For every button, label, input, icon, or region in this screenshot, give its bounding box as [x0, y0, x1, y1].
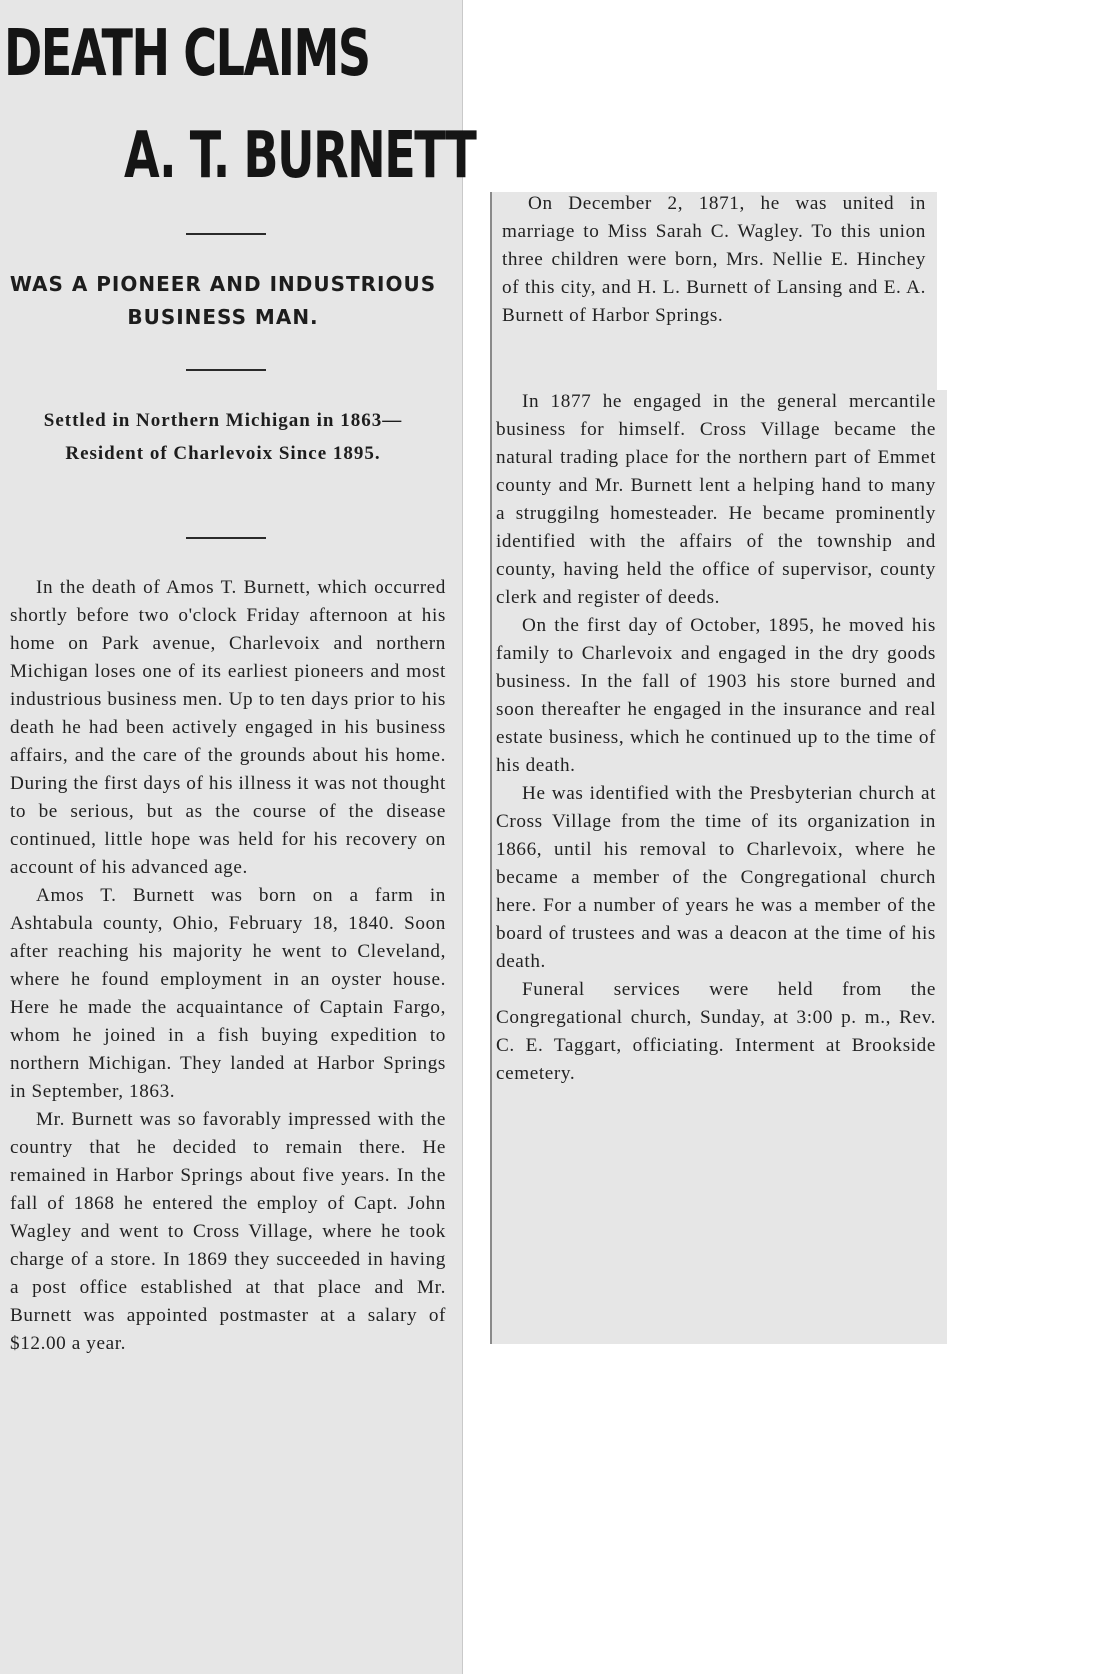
article-column-1 — [0, 0, 476, 1674]
paragraph: In the death of Amos T. Burnett, which occurred shortly before two o'clock Friday afternoon at his home on Park avenue, Charlevoix and northern Michigan loses one of its earliest pioneers and most industrious business men. Up to ten days prior to his death he had been actively engaged in his business affairs, and the care of the grounds about his home. During the first days of his illness it was not thought to be serious, but as the course of the disease continued, little hope was held for his recovery on account of his advanced age. — [10, 577, 446, 878]
paragraph: On December 2, 1871, he was united in marriage to Miss Sarah C. Wagley. To this union three children were born, Mrs. Nellie E. Hinchey of this city, and H. L. Burnett of Lansing and E. A. Burnett of Harbor Springs. — [502, 193, 926, 326]
divider-rule — [186, 233, 266, 235]
headline-line-2: A. T. BURNETT — [124, 119, 476, 193]
headline-line-1: DEATH CLAIMS — [4, 17, 370, 91]
paragraph: Amos T. Burnett was born on a farm in Ashtabula county, Ohio, February 18, 1840. Soon after reaching his majority he went to Cleveland, where he found employment in an oyster house. Here he made the acquaintance of Captain Fargo, whom he joined in a fish buying expedition to northern Michigan. They landed at Harbor Springs in September, 1863. — [10, 885, 446, 1102]
article-column-2-top — [490, 192, 937, 390]
article-body-column-2-bottom — [496, 388, 936, 1088]
divider-rule — [186, 369, 266, 371]
divider-rule — [186, 537, 266, 539]
paragraph: He was identified with the Presbyterian church at Cross Village from the time of its organization in 1866, until his removal to Charlevoix, where he became a member of the Congregational church here. For a number of years he was a member of the board of trustees and was a deacon at the time of his death. — [496, 783, 936, 972]
article-body-column-1 — [10, 574, 446, 1358]
subdeck-heading: Settled in Northern Michigan in 1863—Resident of Charlevoix Since 1895. — [43, 410, 403, 464]
paragraph: On the first day of October, 1895, he moved his family to Charlevoix and engaged in the dry goods business. In the fall of 1903 his store burned and soon thereafter he engaged in the insurance and real estate business, which he continued up to the time of his death. — [496, 615, 936, 776]
paragraph: Mr. Burnett was so favorably impressed with the country that he decided to remain there. He remained in Harbor Springs about five years. In the fall of 1868 he entered the employ of Capt. John Wagley and went to Cross Village, where he took charge of a store. In 1869 they succeeded in having a post office established at that place and Mr. Burnett was appointed postmaster at a salary of $12.00 a year. — [10, 1109, 446, 1354]
article-body-column-2-top — [502, 190, 926, 330]
paragraph: In 1877 he engaged in the general mercantile business for himself. Cross Village became the natural trading place for the northern part of Emmet county and Mr. Burnett lent a helping hand to many a struggilng homesteader. He became prominently identified with the affairs of the township and county, having held the office of supervisor, county clerk and register of deeds. — [496, 391, 936, 608]
deck-heading: WAS A PIONEER AND INDUSTRIOUS BUSINESS MAN. — [9, 272, 437, 329]
paragraph: Funeral services were held from the Congregational church, Sunday, at 3:00 p. m., Rev. C. E. Taggart, officiating. Interment at Brookside cemetery. — [496, 979, 936, 1084]
article-column-2-bottom — [490, 390, 947, 1344]
